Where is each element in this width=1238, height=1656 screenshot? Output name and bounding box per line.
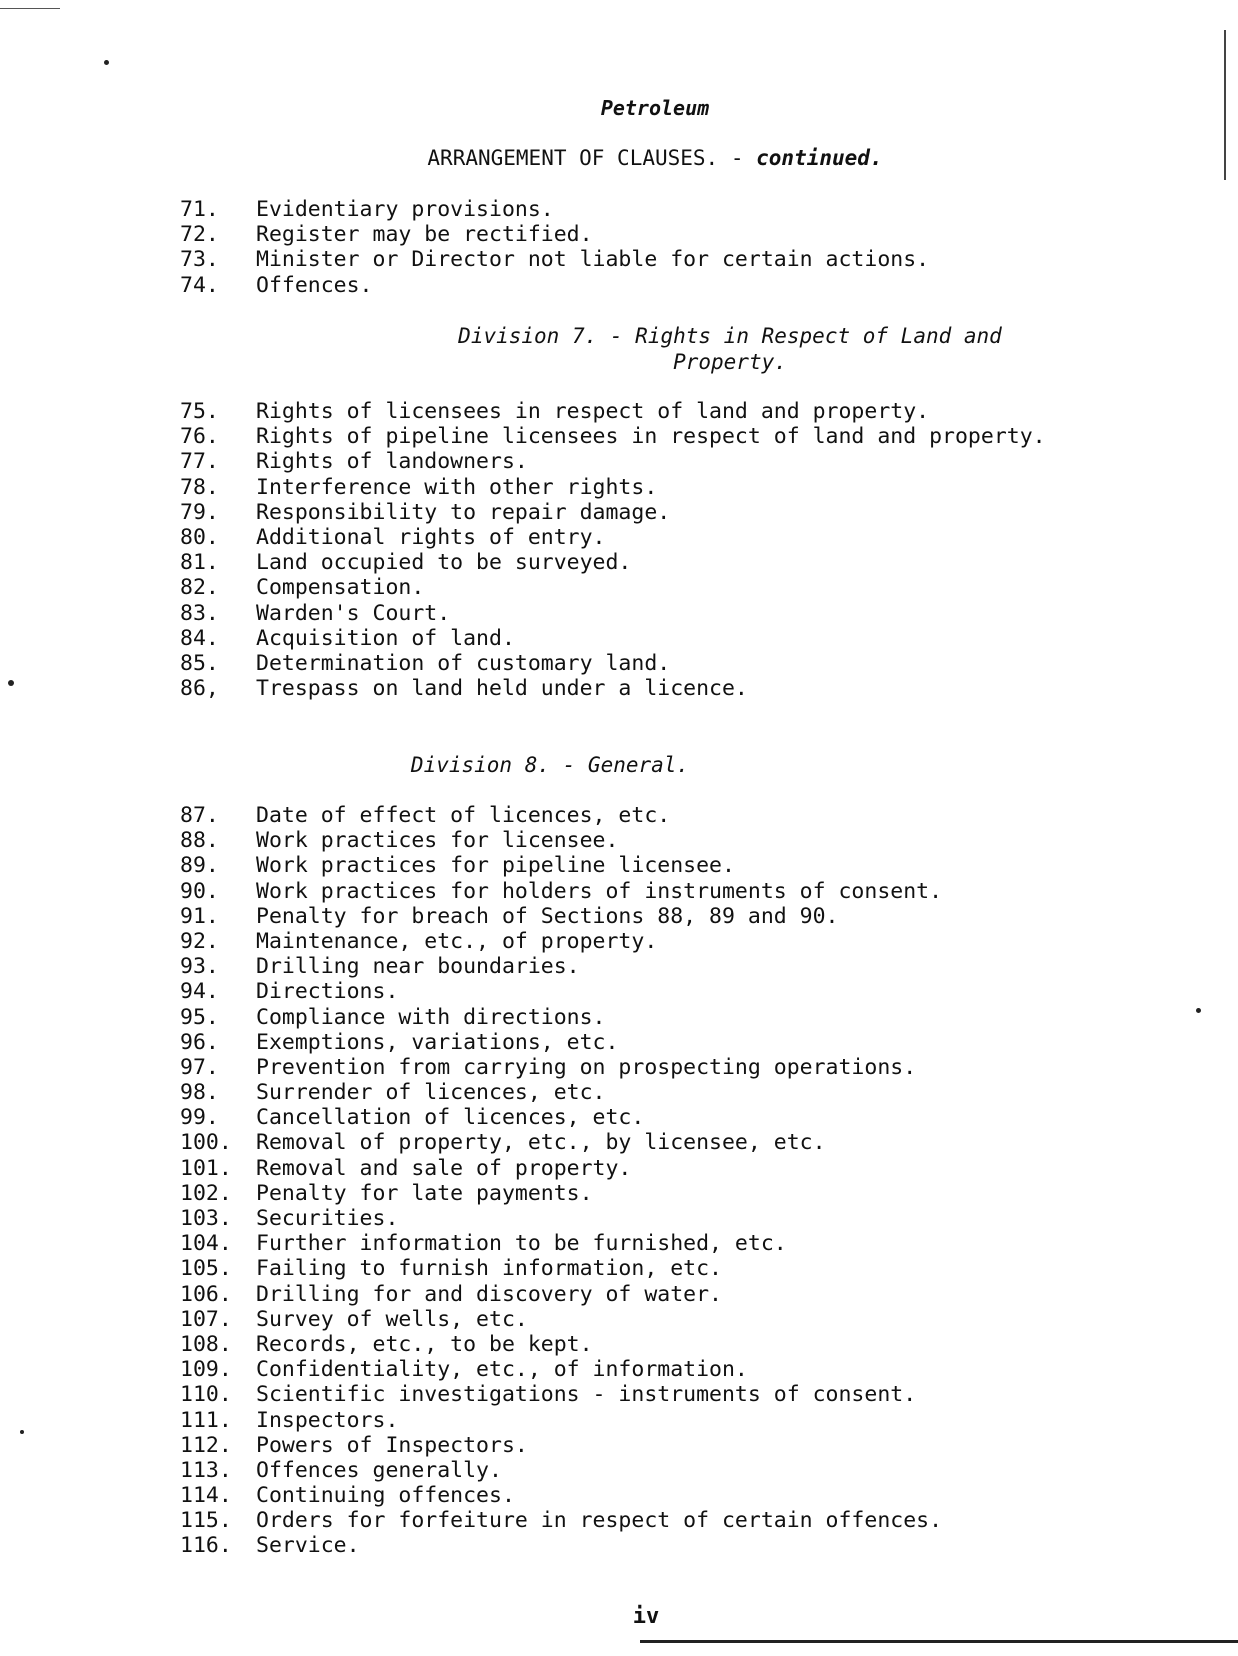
clause-title: Rights of licensees in respect of land and property. <box>256 399 930 424</box>
clause-item <box>180 247 929 272</box>
clause-number: 104. <box>180 1231 232 1257</box>
clause-title: Register may be rectified. <box>256 222 593 248</box>
clause-number: 73. <box>180 247 219 273</box>
clause-item <box>180 601 1056 626</box>
clause-item <box>180 1408 942 1433</box>
scan-edge-bottom <box>640 1640 1238 1643</box>
clause-number: 92. <box>180 928 219 954</box>
clause-number: 100. <box>180 1130 232 1156</box>
clause-item <box>180 222 929 247</box>
clause-number: 76. <box>180 424 219 450</box>
clause-number: 101. <box>180 1155 232 1181</box>
clause-number: 97. <box>180 1054 219 1080</box>
clause-number: 80. <box>180 524 219 550</box>
clause-title: Land occupied to be surveyed. <box>256 550 632 576</box>
clause-title: Compliance with directions. <box>256 1004 606 1030</box>
clause-title: Orders for forfeiture in respect of certain offences. <box>256 1508 943 1534</box>
division-7-heading-line1: Division 7. - Rights in Respect of Land and <box>458 324 1002 348</box>
clause-title: Directions. <box>256 979 399 1005</box>
clause-list-2 <box>180 399 1056 701</box>
clause-list-1 <box>180 197 929 298</box>
clause-item <box>180 954 942 979</box>
clause-title: Interference with other rights. <box>256 474 658 500</box>
clause-number: 74. <box>180 272 219 298</box>
clause-number: 114. <box>180 1483 232 1509</box>
clause-number: 96. <box>180 1029 219 1055</box>
clause-number: 94. <box>180 979 219 1005</box>
clause-number: 79. <box>180 499 219 525</box>
clause-item <box>180 1030 942 1055</box>
clause-number: 98. <box>180 1080 219 1106</box>
clause-title: Failing to furnish information, etc. <box>256 1256 722 1282</box>
clause-item <box>180 651 1056 676</box>
clause-number: 103. <box>180 1206 232 1231</box>
clause-number: 86, <box>180 676 219 702</box>
clause-item <box>180 1357 942 1382</box>
clause-title: Work practices for licensee. <box>256 828 619 854</box>
running-head: Petroleum <box>600 96 710 120</box>
clause-item <box>180 979 942 1004</box>
clause-title: Powers of Inspectors. <box>256 1432 528 1458</box>
clause-number: 90. <box>180 878 219 904</box>
clause-title: Penalty for breach of Sections 88, 89 and 90. <box>256 903 839 929</box>
scan-speck <box>20 1430 24 1434</box>
clause-title: Drilling near boundaries. <box>256 954 580 980</box>
clause-number: 81. <box>180 550 219 576</box>
clause-title: Minister or Director not liable for certain actions. <box>256 247 930 273</box>
clause-title: Work practices for pipeline licensee. <box>256 853 735 879</box>
clause-title: Trespass on land held under a licence. <box>256 676 748 702</box>
clause-number: 99. <box>180 1105 219 1131</box>
clause-title: Cancellation of licences, etc. <box>256 1105 645 1131</box>
clause-number: 85. <box>180 650 219 676</box>
clause-item <box>180 1382 942 1407</box>
scan-speck <box>8 680 14 686</box>
clause-number: 112. <box>180 1432 232 1458</box>
clause-item <box>180 550 1056 575</box>
clause-number: 75. <box>180 399 219 424</box>
clause-title: Removal of property, etc., by licensee, etc. <box>256 1130 826 1156</box>
clause-item <box>180 1433 942 1458</box>
clause-number: 107. <box>180 1306 232 1332</box>
clause-number: 111. <box>180 1407 232 1433</box>
division-7-heading-line2: Property. <box>673 350 787 374</box>
clause-number: 116. <box>180 1533 232 1559</box>
clause-item <box>180 1156 942 1181</box>
clause-title: Maintenance, etc., of property. <box>256 928 658 954</box>
clause-title: Removal and sale of property. <box>256 1155 632 1181</box>
clause-title: Compensation. <box>256 575 425 601</box>
clause-number: 88. <box>180 828 219 854</box>
clause-item <box>180 1130 942 1155</box>
clause-title: Penalty for late payments. <box>256 1180 593 1206</box>
clause-title: Continuing offences. <box>256 1483 515 1509</box>
arrangement-continued: continued. <box>756 146 883 170</box>
clause-title: Service. <box>256 1533 360 1559</box>
clause-item <box>180 1458 942 1483</box>
clause-item <box>180 500 1056 525</box>
clause-number: 109. <box>180 1357 232 1383</box>
clause-number: 115. <box>180 1508 232 1534</box>
clause-item <box>180 1533 942 1558</box>
clause-title: Survey of wells, etc. <box>256 1306 528 1332</box>
clause-number: 106. <box>180 1281 232 1307</box>
clause-number: 113. <box>180 1457 232 1483</box>
clause-item <box>180 1307 942 1332</box>
clause-item <box>180 1080 942 1105</box>
clause-title: Rights of landowners. <box>256 449 528 475</box>
clause-title: Exemptions, variations, etc. <box>256 1029 619 1055</box>
clause-item <box>180 1055 942 1080</box>
clause-number: 91. <box>180 903 219 929</box>
clause-title: Acquisition of land. <box>256 625 515 651</box>
clause-item <box>180 853 942 878</box>
clause-item <box>180 904 942 929</box>
clause-title: Confidentiality, etc., of information. <box>256 1357 748 1383</box>
clause-number: 93. <box>180 954 219 980</box>
clause-item <box>180 1231 942 1256</box>
scan-speck <box>104 60 109 65</box>
clause-title: Offences. <box>256 272 373 298</box>
clause-item <box>180 803 942 828</box>
clause-item <box>180 1105 942 1130</box>
clause-title: Drilling for and discovery of water. <box>256 1281 722 1307</box>
clause-number: 78. <box>180 474 219 500</box>
clause-title: Scientific investigations - instruments of consent. <box>256 1382 917 1408</box>
clause-title: Prevention from carrying on prospecting operations. <box>256 1054 917 1080</box>
clause-title: Further information to be furnished, etc. <box>256 1231 787 1257</box>
clause-item <box>180 1206 942 1231</box>
clause-title: Responsibility to repair damage. <box>256 499 671 525</box>
division-7-heading <box>380 323 1080 375</box>
clause-item <box>180 197 929 222</box>
clause-item <box>180 1508 942 1533</box>
clause-item <box>180 399 1056 424</box>
clause-item <box>180 1332 942 1357</box>
clause-item <box>180 879 942 904</box>
clause-number: 105. <box>180 1256 232 1282</box>
clause-item <box>180 424 1056 449</box>
clause-number: 102. <box>180 1180 232 1206</box>
division-8-heading: Division 8. - General. <box>410 753 690 777</box>
clause-item <box>180 626 1056 651</box>
clause-title: Determination of customary land. <box>256 650 671 676</box>
clause-item <box>180 1256 942 1281</box>
clause-number: 95. <box>180 1004 219 1030</box>
clause-title: Date of effect of licences, etc. <box>256 803 671 828</box>
clause-title: Records, etc., to be kept. <box>256 1331 593 1357</box>
clause-number: 89. <box>180 853 219 879</box>
clause-number: 108. <box>180 1331 232 1357</box>
clause-item <box>180 1483 942 1508</box>
clause-item <box>180 273 929 298</box>
clause-title: Rights of pipeline licensees in respect of land and property. <box>256 424 1046 450</box>
clause-item <box>180 929 942 954</box>
arrangement-title <box>0 146 1238 170</box>
clause-title: Offences generally. <box>256 1457 502 1483</box>
clause-title: Warden's Court. <box>256 600 451 626</box>
clause-title: Surrender of licences, etc. <box>256 1080 606 1106</box>
scan-edge-top <box>0 8 60 9</box>
clause-number: 77. <box>180 449 219 475</box>
clause-title: Additional rights of entry. <box>256 524 606 550</box>
clause-item <box>180 676 1056 701</box>
clause-number: 82. <box>180 575 219 601</box>
clause-item <box>180 575 1056 600</box>
clause-number: 84. <box>180 625 219 651</box>
clause-title: Securities. <box>256 1206 399 1231</box>
clause-item <box>180 1005 942 1030</box>
clause-number: 71. <box>180 197 219 222</box>
clause-number: 83. <box>180 600 219 626</box>
page-number: iv <box>632 1604 660 1629</box>
clause-item <box>180 828 942 853</box>
clause-title: Evidentiary provisions. <box>256 197 554 222</box>
clause-item <box>180 449 1056 474</box>
clause-list-3 <box>180 803 942 1559</box>
clause-title: Work practices for holders of instruments of consent. <box>256 878 943 904</box>
scan-speck <box>1196 1008 1201 1013</box>
clause-item <box>180 525 1056 550</box>
clause-number: 72. <box>180 222 219 248</box>
clause-number: 110. <box>180 1382 232 1408</box>
clause-item <box>180 1181 942 1206</box>
clause-number: 87. <box>180 803 219 828</box>
clause-item <box>180 475 1056 500</box>
arrangement-title-text: ARRANGEMENT OF CLAUSES. - <box>427 146 744 170</box>
clause-title: Inspectors. <box>256 1407 399 1433</box>
clause-item <box>180 1282 942 1307</box>
